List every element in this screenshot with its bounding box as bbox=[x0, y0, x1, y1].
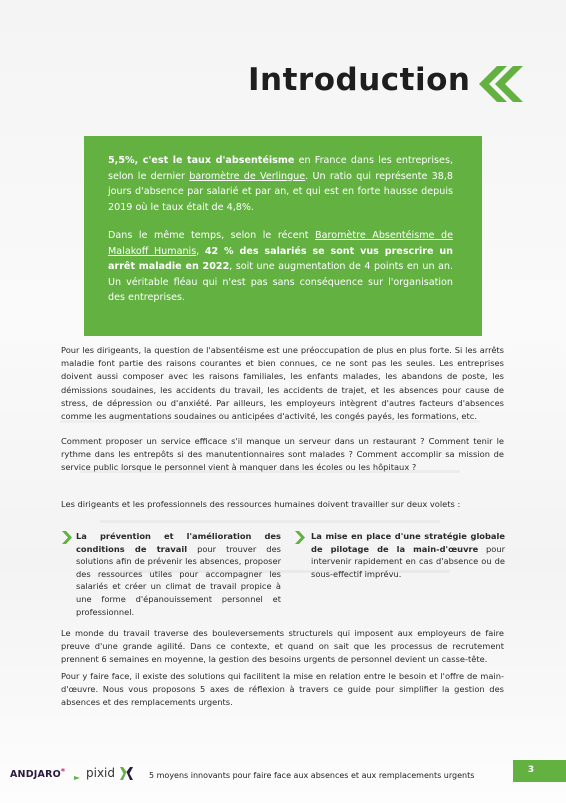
stat-arret-maladie: 42 % des salariés se sont vus prescrire un arrêt maladie en 2022 bbox=[108, 245, 453, 273]
highlight-paragraph-1: 5,5%, c'est le taux d'absentéisme en France dans les entreprises, selon le dernier baromètre de Verlingue. Un ratio qui représente 38,8 jours d'absence par salarié et par an, et qui est en forte hausse depuis 2019 où le taux était de 4,8%. bbox=[108, 155, 453, 213]
link-barometre-malakoff[interactable]: Baromètre Absentéisme de Malakoff Humanis bbox=[108, 230, 453, 257]
body-paragraph-4: Le monde du travail traverse des bouleversements structurels qui imposent aux employeurs de faire preuve d'une grande agilité. Dans ce contexte, et quand on sait que les processus de recrutement prennent 6 semaines en moyenne, la gestion des besoins urgents de personnel devient un casse-tête. bbox=[61, 628, 504, 665]
page-number-badge bbox=[513, 760, 566, 782]
chevron-right-icon bbox=[295, 531, 306, 544]
page-number: 3 bbox=[527, 765, 535, 775]
link-barometre-verlingue[interactable]: baromètre de Verlingue bbox=[189, 170, 306, 182]
stat-absenteeism: 5,5%, c'est le taux d'absentéisme bbox=[108, 155, 295, 166]
footer-guide-title: 5 moyens innovants pour faire face aux absences et aux remplacements urgents bbox=[149, 771, 475, 780]
pixid-mark-icon bbox=[120, 767, 133, 780]
footer bbox=[0, 760, 566, 803]
highlight-paragraph-2: Dans le même temps, selon le récent Baromètre Absentéisme de Malakoff Humanis, 42 % des salariés se sont vus prescrire un arrêt maladie en 2022, soit une augmentation de 4 points en un an. Un véritable fléau qui n'est pas sans conséquence sur l'organisation des entreprises. bbox=[108, 230, 453, 304]
pixid-logo: pixid bbox=[86, 766, 116, 780]
separator-mark bbox=[74, 776, 80, 780]
body-paragraph-2: Comment proposer un service efficace s'il manque un serveur dans un restaurant ? Comment tenir le rythme dans les entrepôts si des manutentionnaires sont malades ? Comment accomplir sa mission de service public lorsque le personnel vient à manquer dans les écoles ou les hôpitaux ? bbox=[61, 436, 504, 473]
body-paragraph-3: Les dirigeants et les professionnels des ressources humaines doivent travailler sur deux volets : bbox=[61, 499, 461, 509]
andjaro-logo: ANDJARO* bbox=[10, 767, 66, 780]
chevron-right-icon bbox=[62, 531, 73, 544]
bullet-pilotage: La mise en place d'une stratégie globale de pilotage de la main-d'œuvre pour intervenir rapidement en cas d'absence ou de sous-effectif imprévu. bbox=[311, 531, 505, 579]
bullet-prevention: La prévention et l'amélioration des conditions de travail pour trouver des solutions afin de prévenir les absences, proposer des ressources utiles pour accompagner les salariés et créer un climat de travail propice à une forme d'épanouissement personnel et professionnel. bbox=[76, 531, 281, 617]
page-title: Introduction bbox=[248, 62, 471, 98]
body-paragraph-5: Pour y faire face, il existe des solutions qui facilitent la mise en relation entre le besoin et l'offre de main-d'œuvre. Nous vous proposons 5 axes de réflexion à travers ce guide pour simplifier la gestion des absences et des remplacements urgents. bbox=[61, 671, 504, 708]
body-paragraph-1: Pour les dirigeants, la question de l'absentéisme est une préoccupation de plus en plus forte. Si les arrêts maladie font partie des raisons courantes et bien connues, ce ne sont pas les seules. Les entreprises doivent aussi composer avec les raisons familiales, les enfants malades, les abandons de poste, les démissions soudaines, les accidents du travail, les accidents de trajet, et les absences pour cause de stress, de dépression ou d'anxiété. Par ailleurs, les employeurs intègrent d'autres facteurs d'absences comme les augmentations soudaines ou anticipées d'activité, les congés payés, les formations, etc. bbox=[61, 345, 504, 422]
chevron-left-icon bbox=[475, 64, 525, 104]
